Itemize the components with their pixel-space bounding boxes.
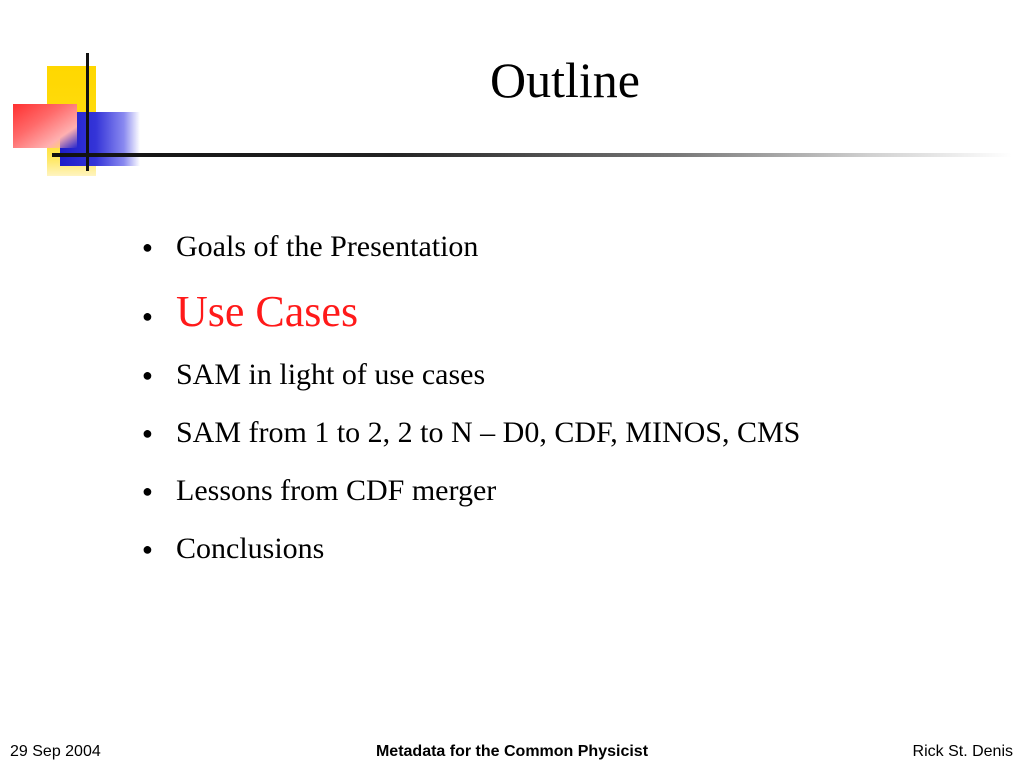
bullet-list [140, 222, 1000, 582]
bullet-item-lessons [140, 466, 1000, 524]
bullet-text: SAM in light of use cases [176, 358, 486, 391]
bullet-dot-icon: ● [142, 481, 153, 501]
bullet-text: Use Cases [176, 287, 359, 336]
footer-author: Rick St. Denis [912, 743, 1013, 760]
bullet-text: Conclusions [176, 532, 325, 565]
bullet-item-use-cases [140, 280, 1000, 350]
title-underline [52, 153, 1012, 157]
bullet-item-conclusions [140, 524, 1000, 582]
bullet-dot-icon: ● [142, 539, 153, 559]
decoration-red-block [13, 104, 77, 148]
footer-date: 29 Sep 2004 [10, 743, 101, 760]
bullet-item-sam-scaling [140, 408, 1000, 466]
bullet-dot-icon: ● [142, 365, 153, 385]
bullet-dot-icon: ● [142, 423, 153, 443]
bullet-item-goals [140, 222, 1000, 280]
bullet-item-sam-use-cases [140, 350, 1000, 408]
bullet-text: Lessons from CDF merger [176, 474, 497, 507]
bullet-dot-icon: ● [142, 237, 153, 257]
bullet-text: SAM from 1 to 2, 2 to N – D0, CDF, MINOS, CMS [176, 416, 801, 449]
slide-title: Outline [490, 52, 640, 108]
bullet-text: Goals of the Presentation [176, 230, 479, 263]
footer-title: Metadata for the Common Physicist [375, 743, 649, 760]
bullet-dot-icon: ● [142, 306, 153, 326]
